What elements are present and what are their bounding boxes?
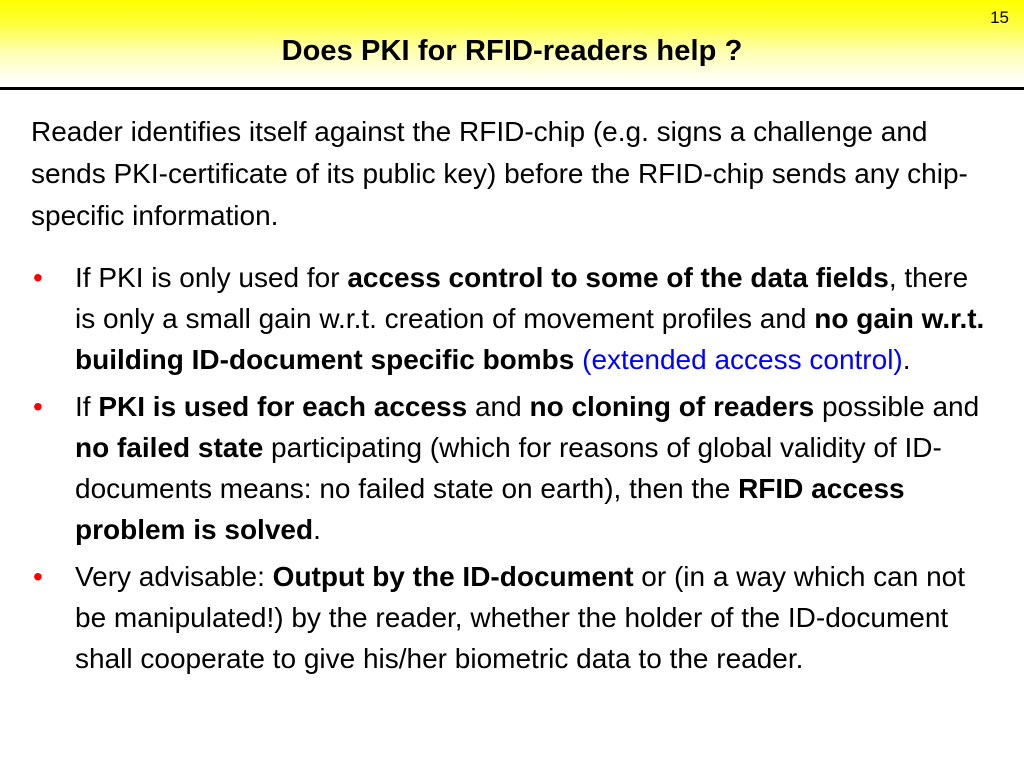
bullet-dot-icon: •: [33, 391, 43, 422]
slide-title: Does PKI for RFID-readers help ?: [281, 35, 743, 67]
bullet-text: [75, 561, 965, 674]
bullet-segment: Very advisable:: [75, 561, 273, 592]
bullet-dot-icon: •: [33, 561, 43, 592]
bullet-list: [0, 257, 1024, 679]
bullet-emphasis: Output by the ID-document: [272, 561, 634, 592]
bullet-segment: If: [75, 391, 99, 422]
title-banner: [0, 0, 1024, 84]
slide-number: 15: [990, 8, 1009, 27]
bullet-segment: If PKI is only used for: [75, 262, 348, 293]
bullet-text: [75, 391, 979, 545]
bullet-dot-icon: •: [33, 262, 43, 293]
bullet-emphasis: PKI is used for each access: [98, 391, 468, 422]
bullet-item: [0, 556, 1024, 679]
bullet-highlight: (extended access control): [582, 344, 903, 375]
bullet-segment: and: [467, 391, 530, 422]
bullet-emphasis: no gain w.r.t. building ID-document specific bombs: [75, 303, 985, 375]
bullet-segment: .: [902, 344, 911, 375]
bullet-emphasis: RFID access problem is solved: [75, 473, 905, 545]
bullet-segment: , there is only a small gain w.r.t. creation of movement profiles and: [75, 262, 969, 334]
bullet-emphasis: no cloning of readers: [529, 391, 815, 422]
bullet-segment: participating (which for reasons of global validity of ID-documents means: no failed state on earth), then the: [75, 432, 942, 504]
bullet-text: [75, 262, 984, 375]
bullet-segment: possible and: [814, 391, 980, 422]
intro-paragraph: Reader identifies itself against the RFID-chip (e.g. signs a challenge and sends PKI-certificate of its public key) before the RFID-chip sends any chip-specific information.: [31, 116, 968, 231]
bullet-emphasis: no failed state: [75, 432, 264, 463]
bullet-segment: [574, 344, 582, 375]
bullet-item: [0, 257, 1024, 380]
title-divider: [0, 87, 1024, 90]
bullet-emphasis: access control to some of the data fields: [347, 262, 889, 293]
bullet-segment: or (in a way which can not be manipulated!) by the reader, whether the holder of the ID-document shall cooperate to give his/her biometric data to the reader.: [75, 561, 966, 674]
bullet-item: [0, 386, 1024, 550]
bullet-segment: .: [313, 514, 321, 545]
